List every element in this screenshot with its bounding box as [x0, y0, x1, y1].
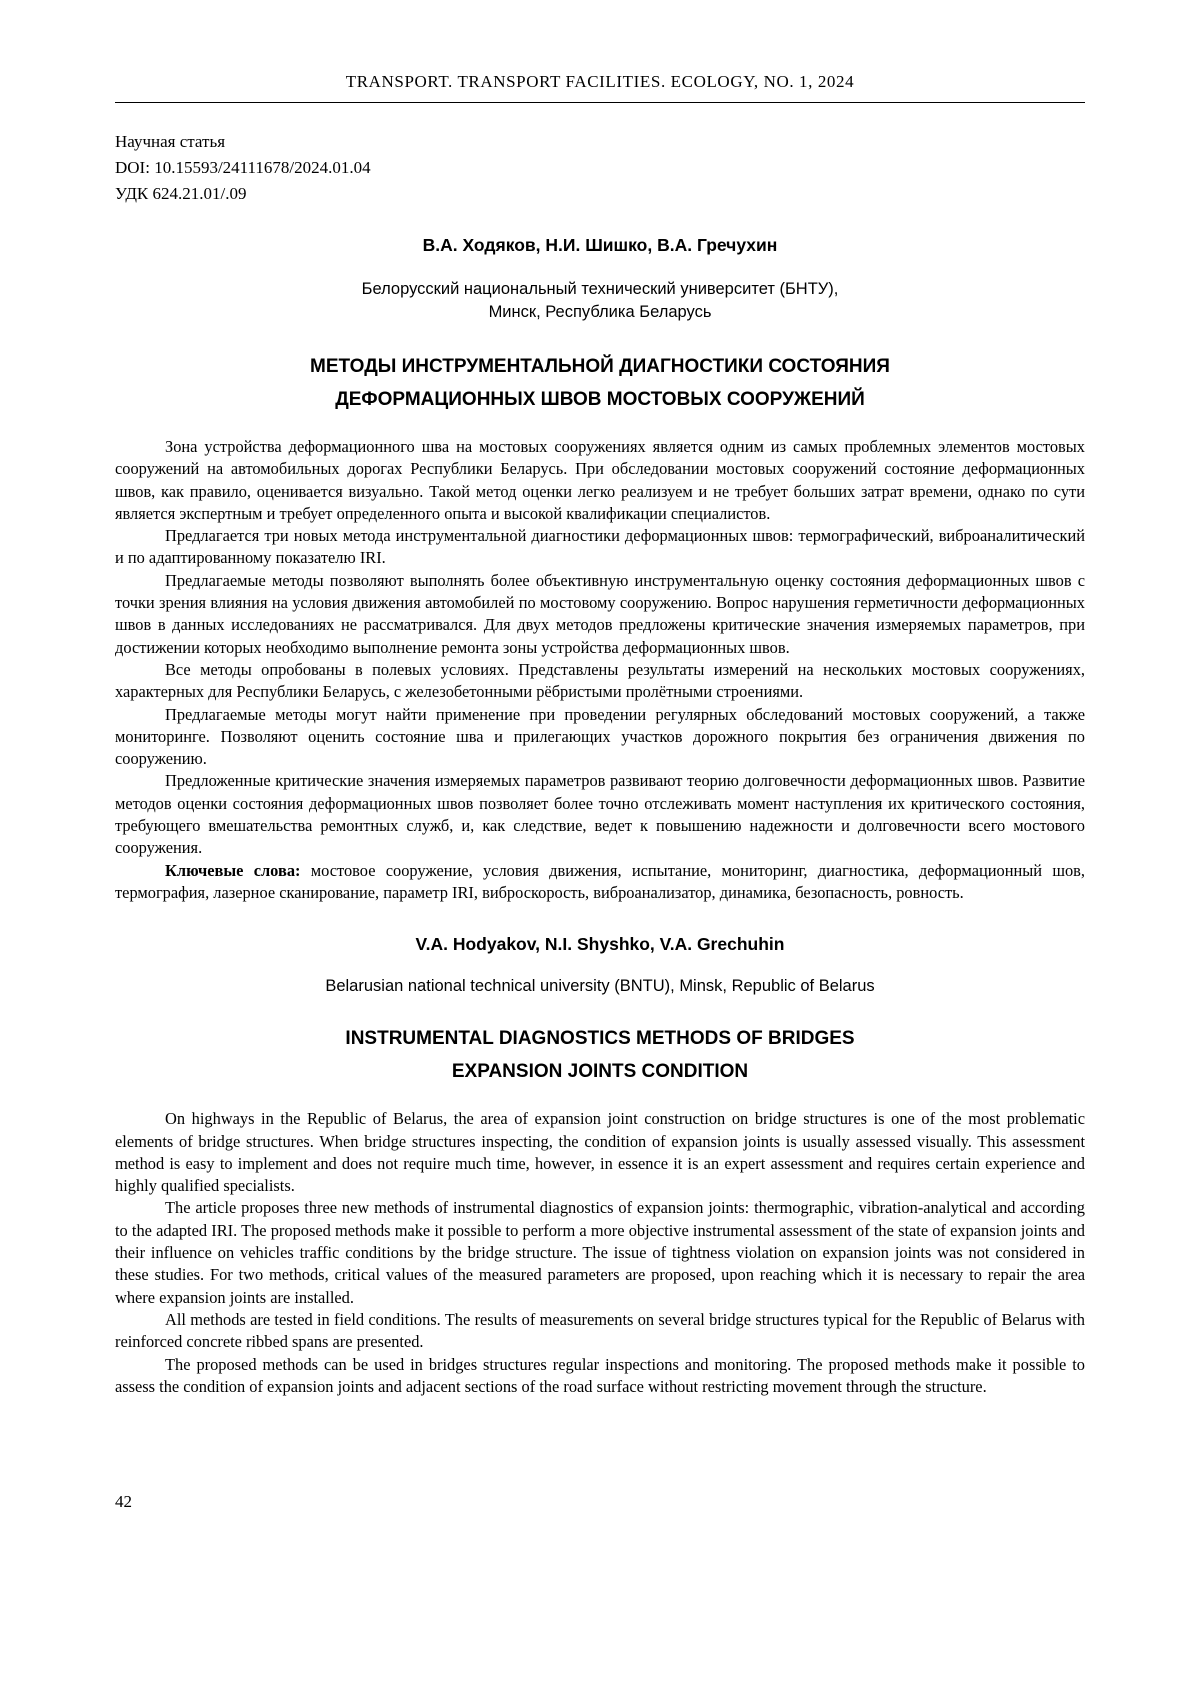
authors-ru: В.А. Ходяков, Н.И. Шишко, В.А. Гречухин	[422, 235, 778, 255]
article-meta	[115, 129, 1085, 207]
keywords-ru-text: мостовое сооружение, условия движения, испытание, мониторинг, диагностика, деформационный шов, термография, лазерное сканирование, параметр IRI, виброскорость, виброанализатор, динамика, безопасность, ровность.	[115, 860, 1085, 902]
affiliation-ru	[115, 278, 1085, 324]
article-type-label: Научная статья	[115, 132, 226, 151]
authors-en: V.A. Hodyakov, N.I. Shyshko, V.A. Grechuhin	[415, 934, 785, 955]
keywords-ru	[115, 860, 1085, 905]
keywords-ru-label: Ключевые слова:	[165, 860, 301, 880]
abstract-ru-paragraph: Все методы опробованы в полевых условиях. Представлены результаты измерений на нескольких мостовых сооружениях, характерных для Республики Беларусь, с железобетонными рёбристыми пролётными строениями.	[115, 659, 1085, 702]
header-divider	[115, 102, 1085, 103]
affiliation-en: Belarusian national technical university (BNTU), Minsk, Republic of Belarus	[325, 977, 875, 996]
abstract-ru	[115, 436, 1085, 904]
abstract-ru-paragraph: Предлагается три новых метода инструментальной диагностики деформационных швов: термографический, виброаналитический и по адаптированному показателю IRI.	[115, 526, 1085, 568]
article-title-ru	[115, 350, 1085, 416]
abstract-en	[115, 1108, 1085, 1398]
journal-header-title: TRANSPORT. TRANSPORT FACILITIES. ECOLOGY, NO. 1, 2024	[345, 72, 855, 91]
abstract-en-paragraph: The article proposes three new methods of instrumental diagnostics of expansion joints: thermographic, vibration-analytical and according to the adapted IRI. The proposed methods make it possible to perform a more objective instrumental assessment of the state of expansion joints and their influence on vehicles traffic conditions by the bridge structure. The issue of tightness violation on expansion joints was not considered in these studies. For two methods, critical values of the measured parameters are proposed, upon reaching which it is necessary to repair the area where expansion joints are installed.	[115, 1198, 1085, 1307]
page-number: 42	[115, 1492, 132, 1511]
article-title-ru-line2: ДЕФОРМАЦИОННЫХ ШВОВ МОСТОВЫХ СООРУЖЕНИЙ	[335, 389, 865, 410]
udk-line: УДК 624.21.01/.09	[115, 184, 247, 203]
article-title-en-line1: INSTRUMENTAL DIAGNOSTICS METHODS OF BRIDGES	[345, 1028, 855, 1050]
doi-line: DOI: 10.15593/24111678/2024.01.04	[115, 158, 371, 177]
article-title-en	[115, 1022, 1085, 1088]
article-title-en-line2: EXPANSION JOINTS CONDITION	[451, 1061, 749, 1083]
journal-header	[115, 72, 1085, 103]
abstract-ru-paragraph: Предложенные критические значения измеряемых параметров развивают теорию долговечности деформационных швов. Развитие методов оценки состояния деформационных швов позволяет более точно отслеживать момент наступления их критического состояния, требующего вмешательства ремонтных служб, и, как следствие, ведет к повышению надежности и долговечности всего мостового сооружения.	[115, 771, 1085, 858]
article-title-ru-line1: МЕТОДЫ ИНСТРУМЕНТАЛЬНОЙ ДИАГНОСТИКИ СОСТОЯНИЯ	[310, 356, 890, 377]
abstract-en-paragraph: On highways in the Republic of Belarus, the area of expansion joint construction on bridge structures is one of the most problematic elements of bridge structures. When bridge structures inspecting, the condition of expansion joints is usually assessed visually. This assessment method is easy to implement and does not require much time, however, in essence it is an expert assessment and requires certain experience and highly qualified specialists.	[115, 1109, 1085, 1196]
abstract-ru-paragraph: Предлагаемые методы могут найти применение при проведении регулярных обследований мостовых сооружений, а также мониторинге. Позволяют оценить состояние шва и прилегающих участков дорожного покрытия без ограничения движения по сооружению.	[115, 704, 1085, 769]
abstract-en-paragraph: All methods are tested in field conditions. The results of measurements on several bridge structures typical for the Republic of Belarus with reinforced concrete ribbed spans are presented.	[115, 1309, 1085, 1352]
affiliation-ru-line1: Белорусский национальный технический университет (БНТУ),	[361, 280, 839, 298]
abstract-ru-paragraph: Зона устройства деформационного шва на мостовых сооружениях является одним из самых проблемных элементов мостовых сооружений на автомобильных дорогах Республики Беларусь. При обследовании мостовых сооружений состояние деформационных швов, как правило, оценивается визуально. Такой метод оценки легко реализуем и не требует больших затрат времени, однако по сути является экспертным и требует определенного опыта и высокой квалификации специалистов.	[115, 437, 1085, 523]
affiliation-ru-line2: Минск, Республика Беларусь	[488, 303, 712, 321]
abstract-ru-paragraph: Предлагаемые методы позволяют выполнять более объективную инструментальную оценку состояния деформационных швов с точки зрения влияния на условия движения автомобилей по мостовому сооружению. Вопрос нарушения герметичности деформационных швов в данных исследованиях не рассматривался. Для двух методов предложены критические значения измеряемых параметров, при достижении которых необходимо выполнение ремонта зоны устройства деформационных швов.	[115, 570, 1085, 657]
abstract-en-paragraph: The proposed methods can be used in bridges structures regular inspections and monitoring. The proposed methods make it possible to assess the condition of expansion joints and adjacent sections of the road surface without restricting movement through the structure.	[115, 1354, 1085, 1396]
